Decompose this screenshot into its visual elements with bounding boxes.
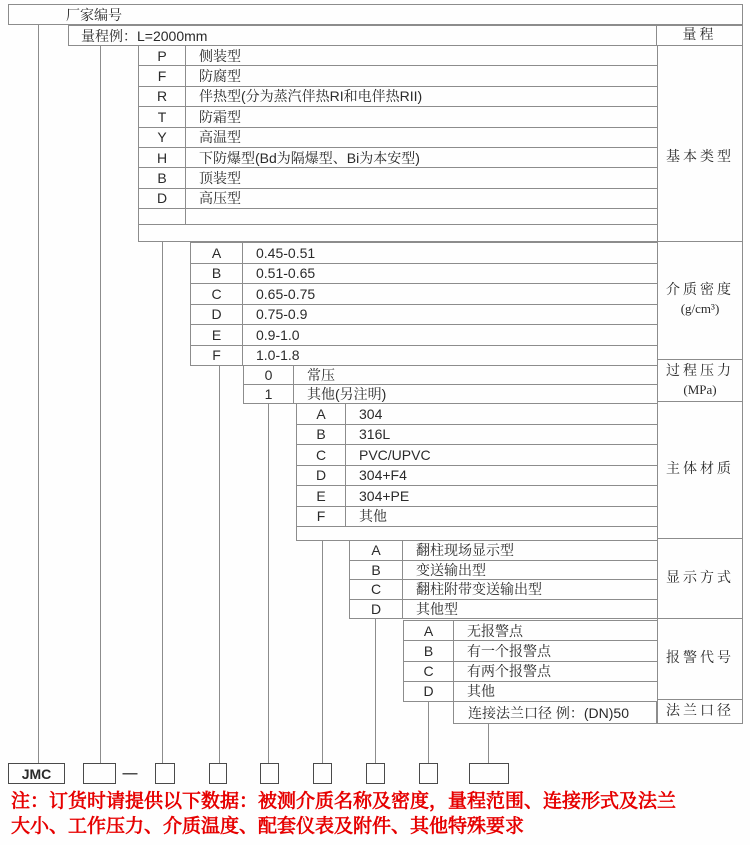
table-row — [404, 662, 657, 682]
table-row — [139, 148, 657, 168]
side-label-pressure: 过程压力 (MPa) — [658, 360, 742, 403]
table-row — [297, 404, 657, 425]
table-row — [139, 46, 657, 66]
code-cell: B — [404, 641, 454, 660]
desc-cell: 防腐型 — [199, 68, 241, 85]
table-row — [191, 243, 657, 264]
model-code-box-range — [83, 763, 116, 784]
code-cell: F — [297, 507, 346, 527]
order-note-line2: 大小、工作压力、介质温度、配套仪表及附件、其他特殊要求 — [11, 816, 525, 837]
connector-line — [322, 540, 323, 763]
desc-cell: 顶装型 — [199, 169, 241, 186]
connector-line — [38, 24, 39, 763]
table-row — [297, 445, 657, 466]
table-row — [191, 264, 657, 285]
desc-cell: 侧装型 — [199, 47, 241, 64]
code-cell: D — [297, 466, 346, 486]
desc-cell: 0.65-0.75 — [256, 285, 316, 302]
empty-row — [139, 225, 657, 241]
table-row — [244, 366, 657, 385]
code-cell: C — [191, 284, 243, 304]
factory-code-label: 厂家编号 — [66, 6, 122, 23]
table-row — [191, 284, 657, 305]
table-row — [191, 346, 657, 366]
connector-line — [162, 241, 163, 763]
table-row — [139, 66, 657, 86]
side-label-flange: 法兰口径 — [666, 703, 734, 719]
desc-cell: 变送输出型 — [416, 561, 486, 578]
desc-cell: PVC/UPVC — [359, 446, 431, 463]
desc-cell: 伴热型(分为蒸汽伴热RI和电伴热RII) — [199, 88, 423, 105]
connector-line — [375, 618, 376, 763]
code-cell: D — [191, 305, 243, 325]
code-cell: F — [139, 66, 186, 85]
code-cell: B — [191, 264, 243, 284]
desc-cell: 无报警点 — [467, 622, 523, 639]
code-cell: A — [404, 621, 454, 640]
table-row — [350, 580, 657, 600]
table-row — [297, 486, 657, 507]
table-row — [139, 87, 657, 107]
code-cell: B — [350, 561, 403, 580]
model-code-box-display — [366, 763, 385, 784]
table-row — [139, 168, 657, 188]
connector-line — [488, 723, 489, 763]
desc-cell: 0.9-1.0 — [256, 326, 300, 343]
desc-cell: 304 — [359, 405, 383, 422]
range-row — [68, 25, 743, 46]
table-row — [139, 107, 657, 127]
desc-cell: 其他 — [467, 683, 495, 700]
code-cell: E — [191, 325, 243, 345]
display-mode-section — [349, 540, 657, 619]
density-section — [190, 242, 657, 366]
desc-cell: 0.45-0.51 — [256, 244, 316, 261]
code-cell: C — [350, 580, 403, 599]
desc-cell: 高压型 — [199, 190, 241, 207]
basic-type-section — [138, 45, 657, 242]
desc-cell: 其他 — [359, 508, 387, 525]
side-label-alarm: 报警代号 — [658, 619, 742, 700]
code-cell: 0 — [244, 366, 294, 384]
desc-cell: 1.0-1.8 — [256, 347, 300, 364]
flange-text: 连接法兰口径 例：(DN)50 — [468, 704, 630, 721]
code-cell: A — [297, 404, 346, 424]
code-cell: P — [139, 46, 186, 65]
code-cell: Y — [139, 128, 186, 147]
table-row — [297, 507, 657, 528]
desc-cell: 316L — [359, 426, 391, 443]
side-label-column — [657, 45, 743, 724]
desc-cell: 有一个报警点 — [467, 642, 551, 659]
side-label-density: 介质密度 (g/cm³) — [658, 242, 742, 360]
code-cell: D — [350, 600, 403, 619]
code-cell: R — [139, 87, 186, 106]
model-code-box-flange — [469, 763, 509, 784]
desc-cell: 翻柱附带变送输出型 — [416, 581, 542, 598]
side-label-material: 主体材质 — [658, 402, 742, 539]
desc-cell: 高温型 — [199, 129, 241, 146]
empty-row — [139, 209, 657, 225]
connector-line — [100, 45, 101, 763]
code-cell: C — [404, 662, 454, 681]
table-row — [404, 641, 657, 661]
desc-cell: 常压 — [307, 367, 335, 383]
model-code-box-alarm — [419, 763, 438, 784]
code-cell: E — [297, 486, 346, 506]
table-row — [139, 128, 657, 148]
table-row — [404, 621, 657, 641]
code-cell: C — [297, 445, 346, 465]
connector-line — [268, 403, 269, 763]
desc-cell: 其他型 — [416, 600, 458, 617]
desc-cell: 304+PE — [359, 487, 410, 504]
table-row — [191, 325, 657, 346]
code-cell: F — [191, 346, 243, 366]
table-row — [297, 425, 657, 446]
desc-cell: 其他(另注明) — [307, 386, 387, 402]
model-code-box-basic-type — [155, 763, 175, 784]
code-cell: B — [139, 168, 186, 187]
code-cell: D — [139, 189, 186, 208]
table-row — [350, 561, 657, 581]
table-row — [191, 305, 657, 326]
order-note-line1: 注：订货时请提供以下数据：被测介质名称及密度，量程范围、连接形式及法兰 — [11, 791, 677, 812]
table-row — [139, 189, 657, 209]
code-cell: B — [297, 425, 346, 445]
model-code-box-density — [209, 763, 227, 784]
model-prefix-box: JMC — [8, 763, 65, 784]
dash-separator: — — [122, 765, 138, 782]
code-cell — [139, 209, 186, 224]
desc-cell: 防霜型 — [199, 108, 241, 125]
table-row — [350, 541, 657, 561]
flange-row — [453, 701, 657, 724]
code-cell: A — [350, 541, 403, 560]
model-code-box-material — [313, 763, 332, 784]
code-cell: A — [191, 243, 243, 263]
desc-cell: 0.51-0.65 — [256, 265, 316, 282]
desc-cell: 下防爆型(Bd为隔爆型、Bi为本安型) — [199, 149, 420, 166]
desc-cell: 有两个报警点 — [467, 663, 551, 680]
connector-line — [428, 701, 429, 763]
range-example-text: 量程例：L=2000mm — [81, 27, 208, 44]
code-cell: H — [139, 148, 186, 167]
code-cell: 1 — [244, 385, 294, 403]
range-side-label: 量程 — [656, 26, 742, 45]
code-cell: T — [139, 107, 186, 126]
desc-cell: 304+F4 — [359, 467, 407, 484]
order-note — [11, 789, 743, 839]
factory-code-row — [8, 4, 743, 25]
pressure-section — [243, 365, 657, 404]
alarm-section — [403, 620, 657, 702]
table-row — [350, 600, 657, 619]
empty-row — [297, 527, 657, 540]
connector-line — [219, 365, 220, 763]
side-label-basic-type: 基本类型 — [658, 45, 742, 242]
material-section — [296, 403, 657, 541]
table-row — [404, 682, 657, 701]
code-cell: D — [404, 682, 454, 701]
desc-cell: 翻柱现场显示型 — [416, 542, 514, 559]
model-code-box-pressure — [260, 763, 279, 784]
table-row — [244, 385, 657, 403]
side-label-display-mode: 显示方式 — [658, 539, 742, 619]
desc-cell: 0.75-0.9 — [256, 306, 308, 323]
table-row — [297, 466, 657, 487]
